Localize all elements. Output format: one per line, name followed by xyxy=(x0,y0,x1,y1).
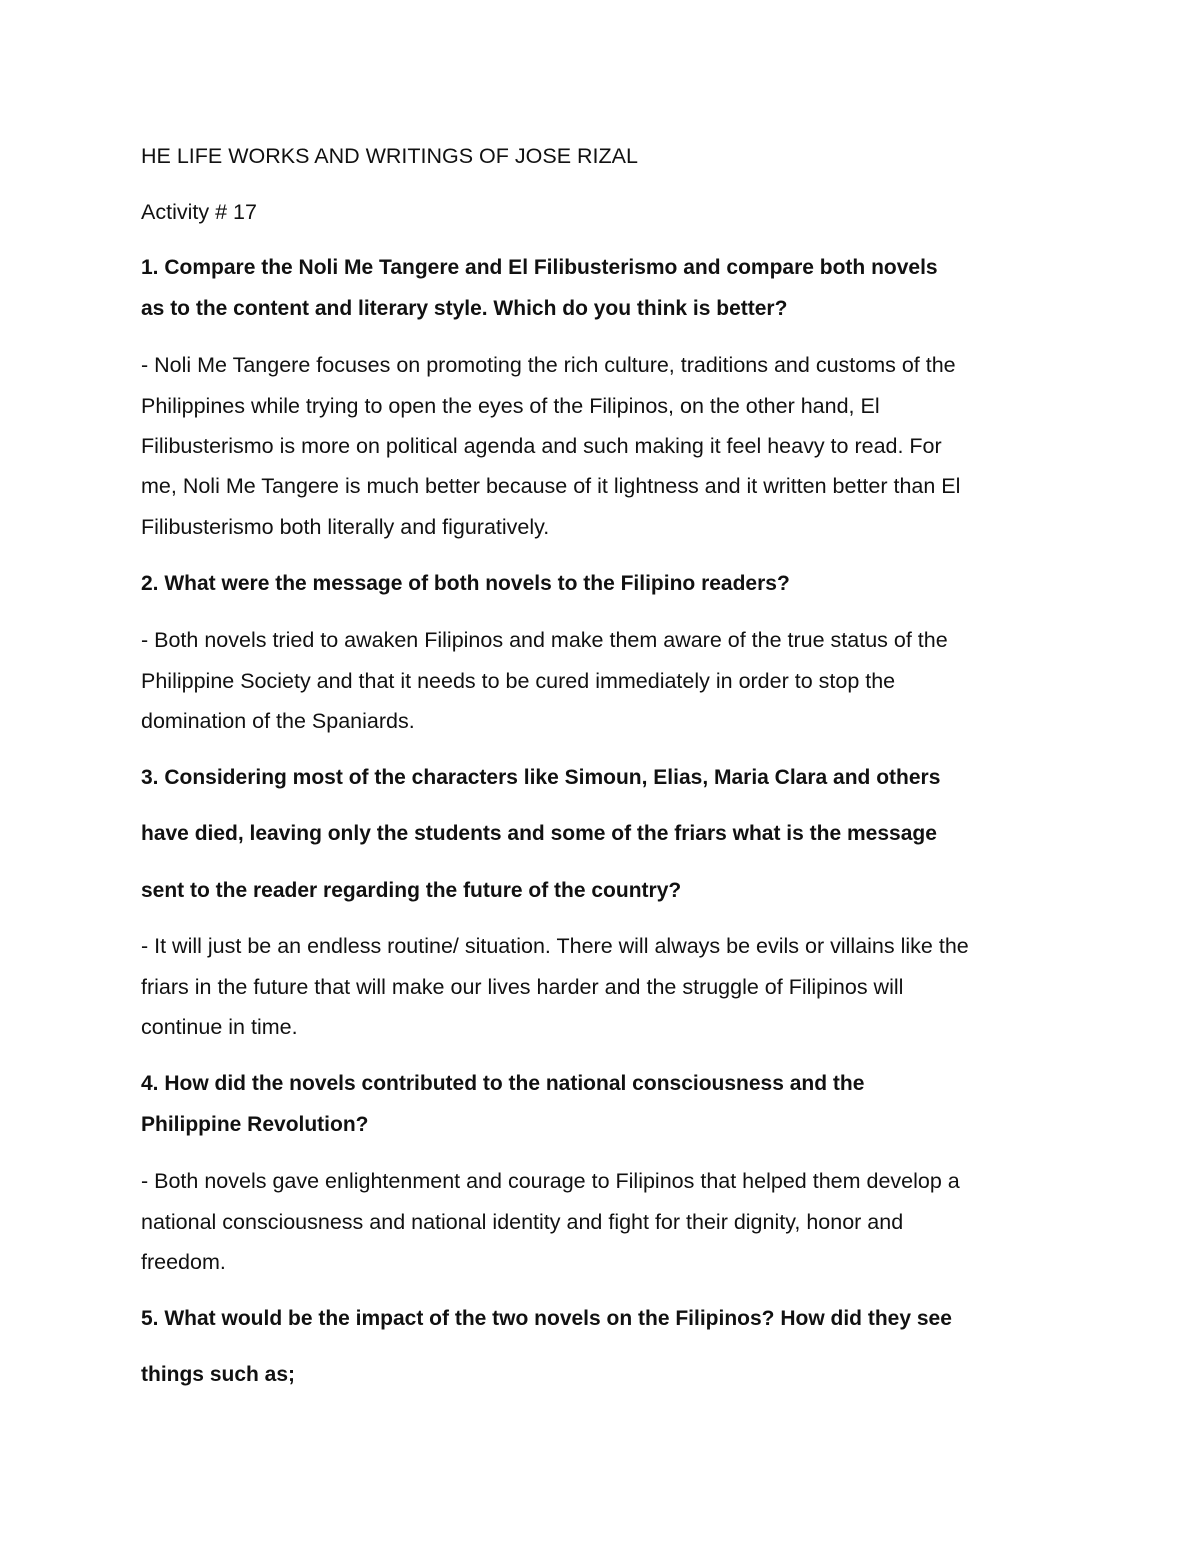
answer-1-line-2: Philippines while trying to open the eyes of the Filipinos, on the other hand, El xyxy=(141,394,880,418)
question-5-line-2: things such as; xyxy=(141,1363,296,1386)
question-1-line-2: as to the content and literary style. Which do you think is better? xyxy=(141,297,788,320)
answer-3-line-3: continue in time. xyxy=(141,1015,298,1039)
document-title: HE LIFE WORKS AND WRITINGS OF JOSE RIZAL xyxy=(141,144,638,168)
answer-1-line-3: Filibusterismo is more on political agenda and such making it feel heavy to read. For xyxy=(141,434,942,458)
answer-4-line-3: freedom. xyxy=(141,1250,226,1274)
question-3-line-3: sent to the reader regarding the future of the country? xyxy=(141,879,682,902)
question-5-line-1: 5. What would be the impact of the two novels on the Filipinos? How did they see xyxy=(141,1307,952,1330)
answer-1-line-5: Filibusterismo both literally and figuratively. xyxy=(141,515,550,539)
question-1-line-1: 1. Compare the Noli Me Tangere and El Filibusterismo and compare both novels xyxy=(141,256,938,279)
question-4-line-2: Philippine Revolution? xyxy=(141,1113,369,1136)
question-2-line-1: 2. What were the message of both novels to the Filipino readers? xyxy=(141,572,790,595)
answer-4-line-1: - Both novels gave enlightenment and courage to Filipinos that helped them develop a xyxy=(141,1169,960,1193)
question-3-line-2: have died, leaving only the students and some of the friars what is the message xyxy=(141,822,937,845)
answer-1-line-1: - Noli Me Tangere focuses on promoting the rich culture, traditions and customs of the xyxy=(141,353,956,377)
activity-label: Activity # 17 xyxy=(141,200,257,224)
answer-2-line-1: - Both novels tried to awaken Filipinos and make them aware of the true status of the xyxy=(141,628,948,652)
answer-2-line-3: domination of the Spaniards. xyxy=(141,709,415,733)
answer-3-line-1: - It will just be an endless routine/ situation. There will always be evils or villains like the xyxy=(141,934,969,958)
question-3-line-1: 3. Considering most of the characters like Simoun, Elias, Maria Clara and others xyxy=(141,766,941,789)
answer-3-line-2: friars in the future that will make our lives harder and the struggle of Filipinos will xyxy=(141,975,904,999)
answer-4-line-2: national consciousness and national identity and fight for their dignity, honor and xyxy=(141,1210,904,1234)
answer-2-line-2: Philippine Society and that it needs to be cured immediately in order to stop the xyxy=(141,669,896,693)
question-4-line-1: 4. How did the novels contributed to the national consciousness and the xyxy=(141,1072,865,1095)
answer-1-line-4: me, Noli Me Tangere is much better because of it lightness and it written better than El xyxy=(141,474,961,498)
